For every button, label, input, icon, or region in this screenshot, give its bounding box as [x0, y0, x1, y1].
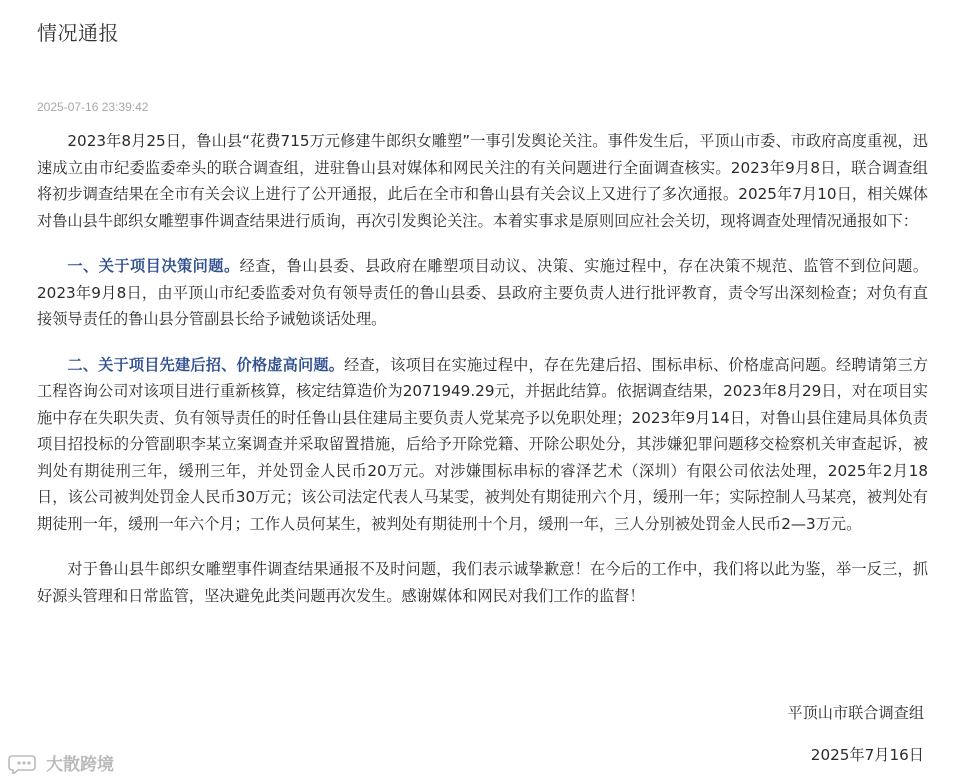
section-1-heading: 一、关于项目决策问题。: [67, 257, 240, 275]
section-1-paragraph: [37, 253, 928, 333]
watermark-text: 大散跨境: [46, 755, 114, 775]
intro-paragraph: 2023年8月25日，鲁山县“花费715万元修建牛郎织女雕塑”一事引发舆论关注。事件发生后，平顶山市委、市政府高度重视，迅速成立由市纪委监委牵头的联合调查组，进驻鲁山县对媒体和网民关注的有关问题进行全面调查核实。2023年9月8日，联合调查组将初步调查结果在全市有关会议上进行了公开通报，此后在全市和鲁山县有关会议上又进行了多次通报。2025年7月10日，相关媒体对鲁山县牛郎织女雕塑事件调查结果进行质询，再次引发舆论关注。本着实事求是原则回应社会关切，现将调查处理情况通报如下：: [37, 132, 928, 230]
page-title: 情况通报: [37, 21, 119, 45]
section-2-body: 经查，该项目在实施过程中，存在先建后招、围标串标、价格虚高问题。经聘请第三方工程咨询公司对该项目进行重新核算，核定结算造价为2071949.29元，并据此结算。依据调查结果，2023年8月29日，对在项目实施中存在失职失责、负有领导责任的时任鲁山县住建局主要负责人党某亮予以免职处理；2023年9月14日，对鲁山县住建局具体负责项目招投标的分管副职李某立案调查并采取留置措施，后给予开除党籍、开除公职处分，其涉嫌犯罪问题移交检察机关审查起诉，被判处有期徒刑三年，缓刑三年，并处罚金人民币20万元。对涉嫌围标串标的睿泽艺术（深圳）有限公司依法处理，2025年2月18日，该公司被判处罚金人民币30万元；该公司法定代表人马某雯，被判处有期徒刑六个月，缓刑一年；实际控制人马某亮，被判处有期徒刑一年，缓刑一年六个月；工作人员何某生，被判处有期徒刑十个月，缓刑一年，三人分别被处罚金人民币2—3万元。: [37, 355, 929, 533]
section-1-body: 经查，鲁山县委、县政府在雕塑项目动议、决策、实施过程中，存在决策不规范、监管不到位问题。2023年9月8日，由平顶山市纪委监委对负有领导责任的鲁山县委、县政府主要负责人进行批评教育，责令写出深刻检查；对负有直接领导责任的鲁山县分管副县长给予诫勉谈话处理。: [37, 257, 929, 328]
speech-bubble-logo-icon: [8, 752, 42, 774]
publish-timestamp: 2025-07-16 23:39:42: [37, 100, 149, 114]
signature-date: 2025年7月16日: [810, 746, 924, 764]
section-2-paragraph: [37, 352, 928, 538]
watermark: [8, 750, 114, 775]
signature: 平顶山市联合调查组: [787, 704, 924, 722]
closing-paragraph: 对于鲁山县牛郎织女雕塑事件调查结果通报不及时问题，我们表示诚挚歉意！在今后的工作中，我们将以此为鉴，举一反三，抓好源头管理和日常监管，坚决避免此类问题再次发生。感谢媒体和网民对我们工作的监督！: [37, 560, 928, 605]
article-body: [37, 128, 928, 628]
section-2-heading: 二、关于项目先建后招、价格虚高问题。: [67, 355, 345, 374]
